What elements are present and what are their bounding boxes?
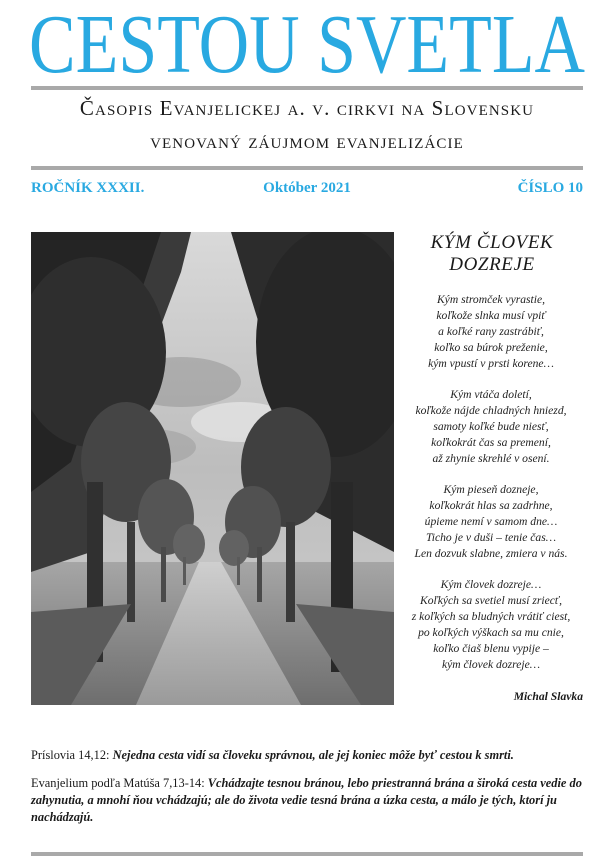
poem-line: koľkokrát hlas sa zadrhne, [429,499,553,513]
bottom-rule [31,852,583,856]
issue-info [31,180,583,200]
poem-title-line-1: KÝM ČLOVEK [430,232,554,253]
poem-author: Michal Slavka [513,690,583,703]
poem-line: Kým stromček vyrastie, [436,293,546,306]
verse-matthew [31,775,591,826]
poem-line: Koľkých sa svetiel musí zriecť, [419,594,563,608]
verse-proverbs [31,747,591,764]
subtitle-line-2: venovaný záujmom evanjelizácie [150,129,464,153]
poem-line: koľkokrát čas sa premení, [431,435,551,449]
poem-stanza [398,387,584,467]
masthead-title: CESTOU SVETLA [29,2,586,84]
poem-line: po koľkých výškach sa mu cnie, [418,626,564,640]
masthead [0,2,614,84]
subtitle-line-1: Časopis Evanjelickej a. v. cirkvi na Slovensku [79,96,535,120]
poem-line: z koľkých sa bludných vrátiť ciest, [411,610,571,624]
poem-line: koľko sa búrok preženie, [434,340,548,354]
poem-line: kým človek dozreje… [441,657,541,671]
poem-body [398,292,584,688]
issue-volume: ROČNÍK XXXII. [31,180,145,196]
poem-line: samoty koľké bude niesť, [433,419,549,433]
verse-text: Vchádzajte tesnou bránou, lebo priestranná brána a široká cesta vedie do zahynutia, a mnohí ňou vchádzajú; ale do života vedie tesná brána a úzka cesta, a málo je tých, ktorí ju nachádzajú. [31,776,582,824]
poem-line: kým vpustí v prsti korene… [428,356,554,370]
top-rule [31,86,583,90]
poem-line: koľkože nájde chladných hniezd, [415,404,567,418]
issue-number: ČÍSLO 10 [517,180,583,196]
poem-stanza [398,292,584,372]
poem-line: Kým vtáča doletí, [450,388,532,402]
cover-photo [31,232,394,705]
poem-title-line-2: DOZREJE [449,254,535,275]
poem-line: až zhynie skrehlé v osení. [432,451,550,465]
poem-line: Len dozvuk slabne, zmiera v nás. [414,546,568,560]
poem-line: Ticho je v duši – tenie čas… [425,530,557,544]
poem-line: úpieme nemí v samom dne… [424,515,558,529]
poem-line: Kým pieseň dozneje, [443,483,539,497]
poem-line: koľkože slnka musí vpiť [436,308,546,322]
poem-line: a koľké rany zastrábiť, [438,324,544,338]
issue-date: Október 2021 [263,180,351,196]
poem-stanza [398,577,584,672]
verse-reference: Evanjelium podľa Matúša 7,13-14: [31,776,208,790]
verse-text: Nejedna cesta vidí sa človeku správnou, ale jej koniec môže byť cestou k smrti. [112,748,514,762]
middle-rule [31,166,583,170]
poem-line: koľko čiaš blenu vypije – [433,642,549,655]
poem-title [401,232,583,276]
verse-reference: Príslovia 14,12: [31,748,113,762]
poem-stanza [398,482,584,562]
poem-line: Kým človek dozreje… [440,578,542,592]
